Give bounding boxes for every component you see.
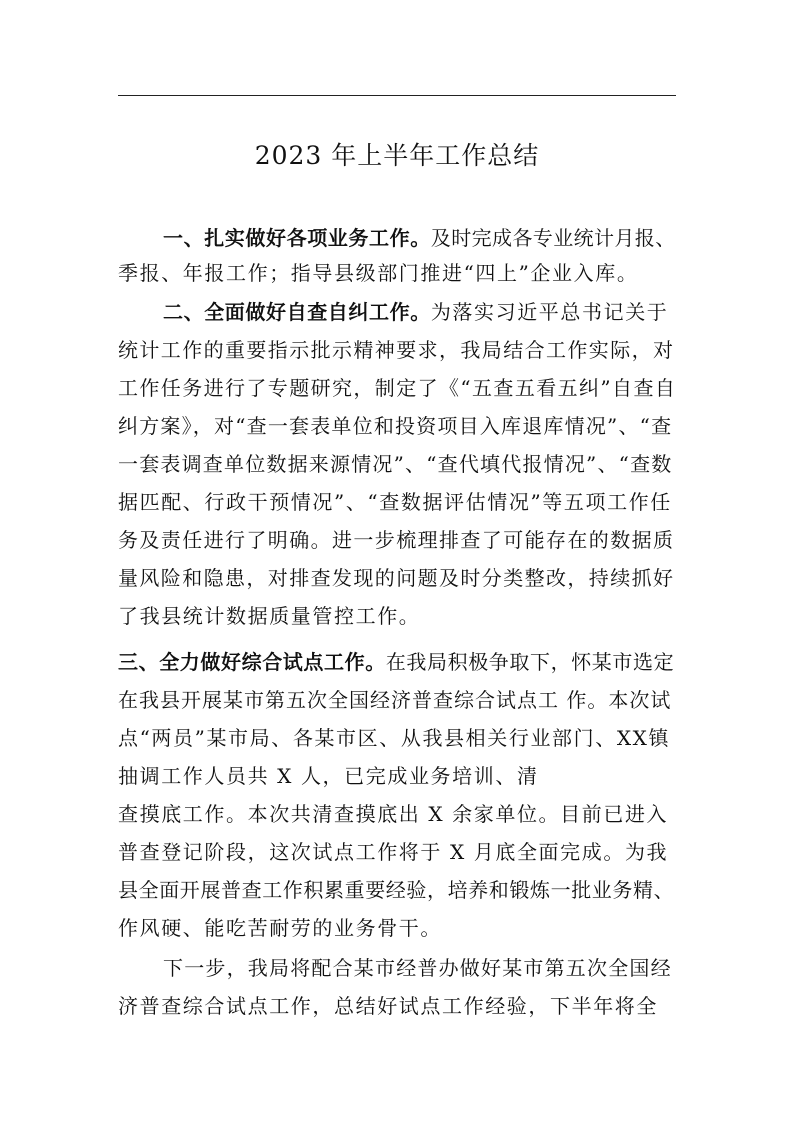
paragraph-line: 量风险和隐患，对排查发现的问题及时分类整改，持续抓好 xyxy=(118,566,675,590)
paragraph-line: 下一步，我局将配合某市经普办做好某市第五次全国经 xyxy=(163,956,672,980)
header-rule xyxy=(118,95,676,96)
paragraph-line: 工作任务进行了专题研究，制定了《“五查五看五纠”自查自 xyxy=(118,376,677,400)
paragraph-line: 一套表调查单位数据来源情况”、“查代填代报情况”、“查数 xyxy=(118,452,673,476)
paragraph-line: 在我县开展某市第五次全国经济普查综合试点工 作。本次试 xyxy=(118,688,672,712)
page-title: 2023 年上半年工作总结 xyxy=(254,141,540,170)
paragraph-line: 统计工作的重要指示批示精神要求，我局结合工作实际，对 xyxy=(118,338,675,362)
paragraph-line xyxy=(163,226,676,250)
paragraph-line: 了我县统计数据质量管控工作。 xyxy=(118,604,421,628)
paragraph-text: 及时完成各专业统计月报、 xyxy=(430,226,676,250)
paragraph-text: 为落实习近平总书记关于 xyxy=(430,300,669,324)
paragraph-line: 查摸底工作。本次共清查摸底出 X 余家单位。目前已进入 xyxy=(118,802,669,826)
paragraph-line: 务及责任进行了明确。进一步梳理排查了可能存在的数据质 xyxy=(118,528,675,552)
paragraph-line: 县全面开展普查工作积累重要经验，培养和锻炼一批业务精、 xyxy=(118,878,675,902)
section-heading: 一、扎实做好各项业务工作。 xyxy=(163,226,431,250)
section-heading: 三、全力做好综合试点工作。 xyxy=(118,650,386,674)
paragraph-line: 抽调工作人员共 X 人，已完成业务培训、清 xyxy=(118,764,539,788)
paragraph-line: 纠方案》，对“查一套表单位和投资项目入库退库情况”、“查 xyxy=(118,414,673,438)
paragraph-line: 点“两员”某市局、各某市区、从我县相关行业部门、XX镇 xyxy=(118,726,671,750)
paragraph-line xyxy=(118,650,674,674)
paragraph-line: 季报、年报工作；指导县级部门推进“四上”企业入库。 xyxy=(118,261,639,285)
paragraph-line: 据匹配、行政干预情况”、“查数据评估情况”等五项工作任 xyxy=(118,490,672,514)
paragraph-text: 在我局积极争取下，怀某市选定 xyxy=(385,650,675,674)
section-heading: 二、全面做好自查自纠工作。 xyxy=(163,300,431,324)
paragraph-line: 作风硬、能吃苦耐劳的业务骨干。 xyxy=(118,916,442,940)
paragraph-line: 普查登记阶段，这次试点工作将于 X 月底全面完成。为我 xyxy=(118,840,669,864)
paragraph-line xyxy=(163,300,668,324)
paragraph-line: 济普查综合试点工作，总结好试点工作经验，下半年将全 xyxy=(118,994,658,1018)
